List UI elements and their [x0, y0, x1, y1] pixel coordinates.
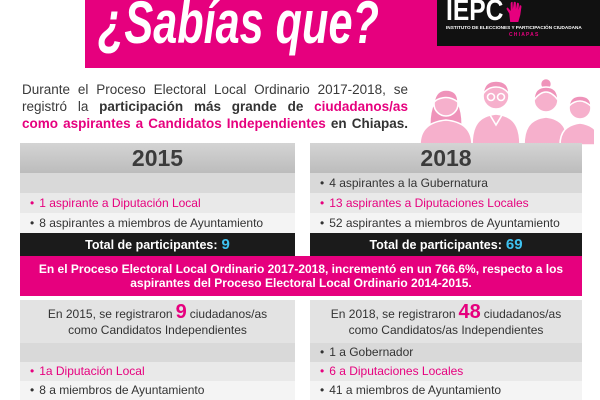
registered-2018 [310, 300, 582, 400]
intro-highlight-text: ciudadanos/as [314, 99, 408, 114]
total-bar [310, 233, 582, 256]
summary-2015 [20, 143, 295, 256]
intro-text: registró la [22, 99, 89, 114]
banner-title: ¿Sabías que? [98, 0, 379, 56]
total-bar [20, 233, 295, 256]
list-item [310, 173, 582, 193]
intro-line-2 [22, 98, 408, 115]
logo-acronym: IEPC [446, 0, 504, 27]
list-item [20, 381, 295, 400]
year-header: 2018 [310, 143, 582, 173]
registered-line-2: como Candidatos Independientes [68, 323, 247, 337]
list-item [310, 213, 582, 233]
list-item [310, 381, 582, 400]
intro-bold-text: participación más grande de [99, 99, 304, 114]
empty-row [20, 343, 295, 362]
raised-hand-icon [504, 1, 524, 22]
total-label: Total de participantes: [85, 238, 218, 252]
citizens-group-icon [414, 70, 594, 145]
list-item [20, 213, 295, 233]
intro-text: Durante el Proceso Electoral Local Ordinario 2017-2018, se [22, 82, 408, 97]
total-count: 69 [505, 236, 523, 253]
deputies-count: • 1a Diputación Local [30, 364, 145, 378]
registered-2015 [20, 300, 295, 400]
iepc-logo [437, 0, 600, 46]
list-item [20, 193, 295, 213]
intro-line-1 [22, 81, 408, 98]
list-item [310, 362, 582, 381]
registered-summary [20, 300, 295, 343]
registered-suffix: ciudadanos/as [189, 307, 268, 321]
deputies-count: • 13 aspirantes a Diputaciones Locales [320, 196, 529, 210]
list-item [20, 362, 295, 381]
registered-line-2: como Candidatos/as Independientes [348, 323, 544, 337]
summary-2018 [310, 143, 582, 256]
registered-count: 48 [458, 301, 481, 323]
person-figure-icon [560, 96, 594, 145]
governor-count: • 1 a Gobernador [320, 345, 413, 359]
governor-count: • 4 aspirantes a la Gubernatura [320, 176, 488, 190]
deputies-count: • 6 a Diputaciones Locales [320, 364, 463, 378]
increase-note: En el Proceso Electoral Local Ordinario 2017-2018, incrementó en un 766.6%, respecto a los aspirantes del Proceso Electoral Local Ordinario 2014-2015. [20, 256, 582, 296]
municipal-count: • 41 a miembros de Ayuntamiento [320, 383, 501, 397]
registered-summary [310, 300, 582, 343]
list-item [310, 193, 582, 213]
intro-highlight-text: como aspirantes a Candidatos Independientes [22, 116, 326, 131]
total-count: 9 [221, 236, 230, 253]
woman-figure-icon [420, 90, 472, 145]
municipal-count: • 52 aspirantes a miembros de Ayuntamiento [320, 216, 560, 230]
logo-state: CHIAPAS [509, 32, 540, 38]
empty-row [20, 173, 295, 193]
registered-suffix: ciudadanos/as [483, 307, 562, 321]
registered-prefix: En 2018, se registraron [330, 307, 456, 321]
deputies-count: • 1 aspirante a Diputación Local [30, 196, 201, 210]
municipal-count: • 8 a miembros de Ayuntamiento [30, 383, 204, 397]
registered-line-1 [310, 301, 582, 323]
logo-institution-name: INSTITUTO DE ELECCIONES Y PARTICIPACIÓN CIUDADANA [446, 25, 582, 30]
registered-count: 9 [175, 301, 187, 323]
year-header: 2015 [20, 143, 295, 173]
intro-bold-text: en Chiapas. [330, 116, 408, 131]
list-item [310, 343, 582, 362]
man-figure-icon [472, 81, 520, 145]
registered-prefix: En 2015, se registraron [47, 307, 173, 321]
municipal-count: • 8 aspirantes a miembros de Ayuntamiento [30, 216, 263, 230]
intro-line-3 [22, 115, 408, 132]
total-label: Total de participantes: [369, 238, 502, 252]
intro-paragraph [22, 81, 408, 132]
registered-line-1 [20, 301, 295, 323]
